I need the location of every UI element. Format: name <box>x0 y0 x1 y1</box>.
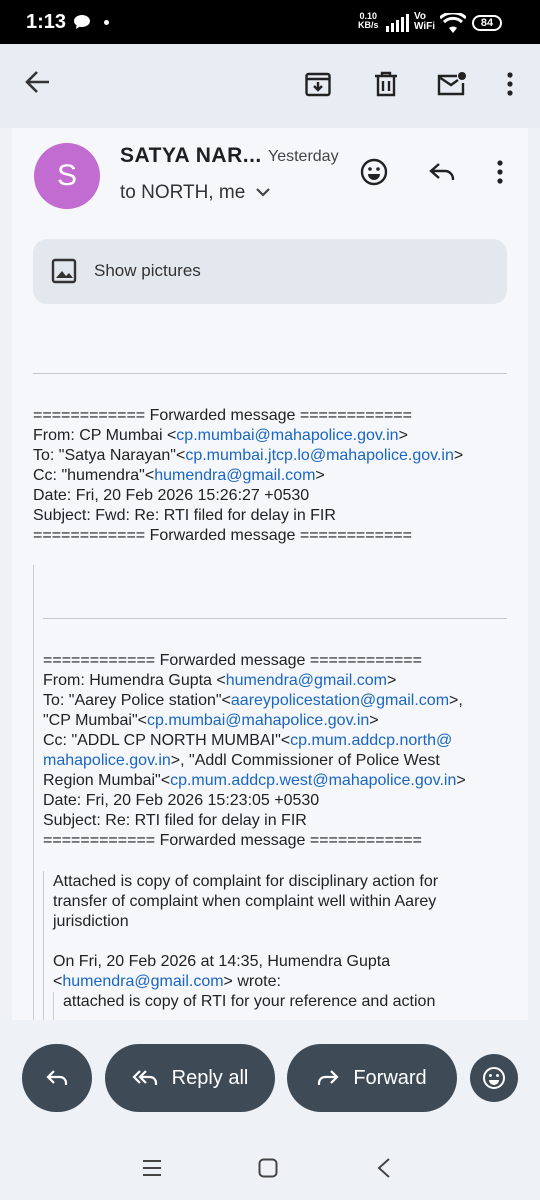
signal-icon <box>386 14 410 32</box>
sender-avatar[interactable]: S <box>34 143 100 209</box>
reply-button[interactable] <box>420 150 464 194</box>
forwarded-header-1: ============ Forwarded message ============ From: CP Mumbai <cp.mumbai@mahapolice.gov.in> To: "Satya Narayan"<cp.mumbai.jtcp.lo@mahapolice.gov.in> Cc: "humendra"<humendra@gmail.com> Date: Fri, 20 Feb 2026 15:26:27 +0530 Subject: Fwd: Re: RTI filed for delay in FIR ============ Forwarded message ============ <box>33 407 464 544</box>
quote-bar <box>53 992 54 1020</box>
reply-button[interactable] <box>22 1044 92 1112</box>
quote-bar <box>33 565 34 1020</box>
mark-unread-icon <box>437 71 467 97</box>
home-square-icon <box>258 1158 278 1178</box>
email-link[interactable]: cp.mumbai.jtcp.lo@mahapolice.gov.in <box>185 447 454 464</box>
email-link[interactable]: cp.mumbai@mahapolice.gov.in <box>176 427 399 444</box>
email-link[interactable]: humendra@gmail.com <box>62 973 224 990</box>
forward-icon <box>317 1069 339 1087</box>
message-time: Yesterday <box>268 148 339 165</box>
home-button[interactable] <box>248 1150 288 1186</box>
status-bar <box>0 0 540 44</box>
menu-icon <box>142 1159 162 1177</box>
status-time: 1:13 <box>26 11 67 33</box>
system-nav-bar <box>0 1130 540 1200</box>
more-options-button[interactable] <box>490 64 530 104</box>
forwarded-header-2: ============ Forwarded message ============ From: Humendra Gupta <humendra@gmail.com> To: "Aarey Police station"<aareypolicestation@gmail.com>, "CP Mumbai"<cp.mumbai@mahapolice.gov.in> Cc: "ADDL CP NORTH MUMBAI"<cp.mum.addcp.north@ mahapolice.gov.in>, "Addl Commissioner of Police West Region Mumbai"<cp.mum.addcp.west@mahapolice.gov.in> Date: Fri, 20 Feb 2026 15:23:05 +0530 Subject: Re: RTI filed for delay in FIR ============ Forwarded message ============ <box>43 652 466 849</box>
quoted-inner-text: attached is copy of RTI for your reference and action <box>63 993 436 1010</box>
emoji-icon <box>360 158 388 186</box>
archive-icon <box>305 71 331 97</box>
email-link[interactable]: cp.mumbai@mahapolice.gov.in <box>147 712 370 729</box>
email-link[interactable]: cp.mum.addcp.west@mahapolice.gov.in <box>170 772 457 789</box>
emoji-icon <box>482 1066 506 1090</box>
mark-unread-button[interactable] <box>432 64 472 104</box>
recent-apps-button[interactable] <box>132 1150 172 1186</box>
forward-button[interactable] <box>287 1044 457 1112</box>
more-vert-icon <box>507 72 513 96</box>
trash-icon <box>374 71 398 97</box>
reply-icon <box>429 162 455 182</box>
arrow-back-icon <box>25 70 51 94</box>
vowifi-indicator: Vo WiFi <box>414 11 436 32</box>
reply-all-icon <box>132 1069 158 1087</box>
divider <box>33 373 507 374</box>
add-reaction-button[interactable] <box>352 150 396 194</box>
sender-name[interactable]: SATYA NAR... <box>120 144 262 167</box>
email-link[interactable]: mahapolice.gov.in <box>43 752 171 769</box>
divider <box>43 618 507 619</box>
more-vert-icon <box>497 160 503 184</box>
quoted-text: Attached is copy of complaint for disciplinary action for transfer of complaint when complaint well within Aarey jurisdiction On Fri, 20 Feb 2026 at 14:35, Humendra Gupta <humendra@gmail.com> wrote: <box>53 873 439 990</box>
recipients-summary[interactable]: to NORTH, me <box>120 182 246 203</box>
show-pictures-label: Show pictures <box>94 261 201 280</box>
quote-bar <box>43 871 44 1020</box>
chevron-down-icon[interactable] <box>255 186 271 198</box>
chevron-left-icon <box>377 1158 391 1178</box>
battery-indicator: 84 <box>472 15 502 31</box>
email-link[interactable]: humendra@gmail.com <box>154 467 316 484</box>
reply-all-label: Reply all <box>171 1066 249 1089</box>
notification-dot-icon <box>104 20 109 25</box>
wifi-icon <box>440 13 466 33</box>
back-button[interactable] <box>18 62 58 102</box>
emoji-reaction-button[interactable] <box>470 1054 518 1102</box>
image-icon <box>51 258 77 284</box>
message-card <box>12 128 528 1020</box>
show-pictures-button[interactable] <box>33 239 507 304</box>
reply-icon <box>46 1069 68 1087</box>
delete-button[interactable] <box>366 64 406 104</box>
network-speed: 0.10 KB/s <box>358 11 379 30</box>
system-back-button[interactable] <box>364 1150 404 1186</box>
top-app-bar <box>0 44 540 128</box>
email-link[interactable]: cp.mum.addcp.north@ <box>290 732 453 749</box>
reply-actions-bar <box>0 1030 540 1130</box>
forward-label: Forward <box>353 1066 427 1089</box>
message-more-button[interactable] <box>488 150 512 194</box>
email-link[interactable]: humendra@gmail.com <box>225 672 387 689</box>
reply-all-button[interactable] <box>105 1044 275 1112</box>
email-link[interactable]: aareypolicestation@gmail.com <box>230 692 450 709</box>
chat-notification-icon <box>74 15 90 29</box>
archive-button[interactable] <box>298 64 338 104</box>
